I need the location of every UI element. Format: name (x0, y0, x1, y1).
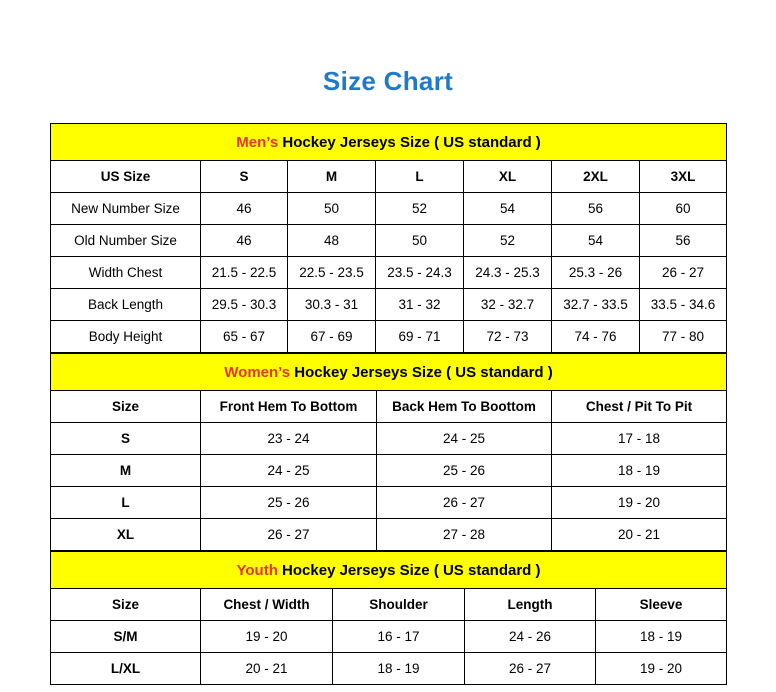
table-cell: 24 - 25 (201, 455, 377, 487)
table-cell: 24.3 - 25.3 (464, 257, 552, 289)
table-cell: 60 (640, 193, 727, 225)
row-label: S/M (51, 621, 201, 653)
table-cell: 31 - 32 (376, 289, 464, 321)
table-cell: 32 - 32.7 (464, 289, 552, 321)
youth-header-cell: Chest / Width (201, 589, 333, 621)
mens-header-row (51, 161, 727, 193)
table-cell: 24 - 25 (377, 423, 552, 455)
table-cell: 52 (376, 193, 464, 225)
womens-header-cell: Back Hem To Boottom (377, 391, 552, 423)
table-row (51, 519, 727, 551)
page-title: Size Chart (322, 66, 454, 96)
table-cell: 33.5 - 34.6 (640, 289, 727, 321)
youth-header-cell: Length (465, 589, 596, 621)
row-label: Back Length (51, 289, 201, 321)
table-cell: 32.7 - 33.5 (552, 289, 640, 321)
table-cell: 52 (464, 225, 552, 257)
row-label: M (51, 455, 201, 487)
table-cell: 24 - 26 (465, 621, 596, 653)
table-cell: 50 (376, 225, 464, 257)
mens-banner-row (51, 124, 727, 161)
table-row (51, 621, 727, 653)
row-label: XL (51, 519, 201, 551)
table-cell: 16 - 17 (333, 621, 465, 653)
womens-banner-cell (51, 354, 727, 391)
youth-banner-accent: Youth (236, 561, 278, 579)
table-row (51, 653, 727, 685)
mens-header-cell: XL (464, 161, 552, 193)
table-cell: 25 - 26 (377, 455, 552, 487)
womens-banner-row (51, 354, 727, 391)
table-cell: 50 (288, 193, 376, 225)
table-cell: 54 (552, 225, 640, 257)
mens-header-cell: S (201, 161, 288, 193)
table-cell: 18 - 19 (552, 455, 727, 487)
row-label: Body Height (51, 321, 201, 353)
mens-header-cell: 3XL (640, 161, 727, 193)
table-row (51, 487, 727, 519)
table-cell: 19 - 20 (552, 487, 727, 519)
table-cell: 48 (288, 225, 376, 257)
womens-header-cell: Chest / Pit To Pit (552, 391, 727, 423)
table-row (51, 423, 727, 455)
row-label: L (51, 487, 201, 519)
womens-size-table (50, 353, 727, 551)
mens-banner-accent: Men’s (236, 133, 279, 151)
mens-banner-rest: Hockey Jerseys Size ( US standard ) (278, 133, 541, 151)
youth-banner-row (51, 552, 727, 589)
table-row (51, 225, 727, 257)
table-cell: 46 (201, 193, 288, 225)
table-cell: 29.5 - 30.3 (201, 289, 288, 321)
table-cell: 18 - 19 (596, 621, 727, 653)
youth-header-row (51, 589, 727, 621)
table-cell: 22.5 - 23.5 (288, 257, 376, 289)
table-cell: 77 - 80 (640, 321, 727, 353)
table-cell: 65 - 67 (201, 321, 288, 353)
table-cell: 56 (552, 193, 640, 225)
mens-size-table (50, 123, 727, 353)
table-cell: 72 - 73 (464, 321, 552, 353)
womens-header-cell: Size (51, 391, 201, 423)
table-cell: 26 - 27 (465, 653, 596, 685)
table-cell: 19 - 20 (596, 653, 727, 685)
row-label: L/XL (51, 653, 201, 685)
table-cell: 20 - 21 (201, 653, 333, 685)
table-cell: 19 - 20 (201, 621, 333, 653)
table-cell: 18 - 19 (333, 653, 465, 685)
youth-header-cell: Sleeve (596, 589, 727, 621)
youth-header-cell: Shoulder (333, 589, 465, 621)
table-cell: 67 - 69 (288, 321, 376, 353)
table-row (51, 455, 727, 487)
table-row (51, 193, 727, 225)
table-cell: 21.5 - 22.5 (201, 257, 288, 289)
table-cell: 23 - 24 (201, 423, 377, 455)
womens-header-row (51, 391, 727, 423)
table-cell: 69 - 71 (376, 321, 464, 353)
table-cell: 27 - 28 (377, 519, 552, 551)
row-label: Old Number Size (51, 225, 201, 257)
youth-header-cell: Size (51, 589, 201, 621)
mens-banner-cell (51, 124, 727, 161)
womens-banner-accent: Women’s (224, 363, 291, 381)
table-cell: 26 - 27 (377, 487, 552, 519)
youth-size-table (50, 551, 727, 685)
table-row (51, 257, 727, 289)
row-label: S (51, 423, 201, 455)
table-cell: 74 - 76 (552, 321, 640, 353)
row-label: Width Chest (51, 257, 201, 289)
table-cell: 25 - 26 (201, 487, 377, 519)
table-row (51, 321, 727, 353)
mens-header-cell: 2XL (552, 161, 640, 193)
table-cell: 56 (640, 225, 727, 257)
table-cell: 26 - 27 (201, 519, 377, 551)
table-cell: 30.3 - 31 (288, 289, 376, 321)
row-label: New Number Size (51, 193, 201, 225)
table-row (51, 289, 727, 321)
size-tables-container (50, 123, 726, 685)
mens-header-cell: US Size (51, 161, 201, 193)
table-cell: 25.3 - 26 (552, 257, 640, 289)
table-cell: 17 - 18 (552, 423, 727, 455)
table-cell: 23.5 - 24.3 (376, 257, 464, 289)
table-cell: 54 (464, 193, 552, 225)
youth-banner-cell (51, 552, 727, 589)
womens-header-cell: Front Hem To Bottom (201, 391, 377, 423)
womens-banner-rest: Hockey Jerseys Size ( US standard ) (290, 363, 553, 381)
mens-header-cell: L (376, 161, 464, 193)
table-cell: 26 - 27 (640, 257, 727, 289)
table-cell: 46 (201, 225, 288, 257)
youth-banner-rest: Hockey Jerseys Size ( US standard ) (277, 561, 541, 579)
table-cell: 20 - 21 (552, 519, 727, 551)
mens-header-cell: M (288, 161, 376, 193)
